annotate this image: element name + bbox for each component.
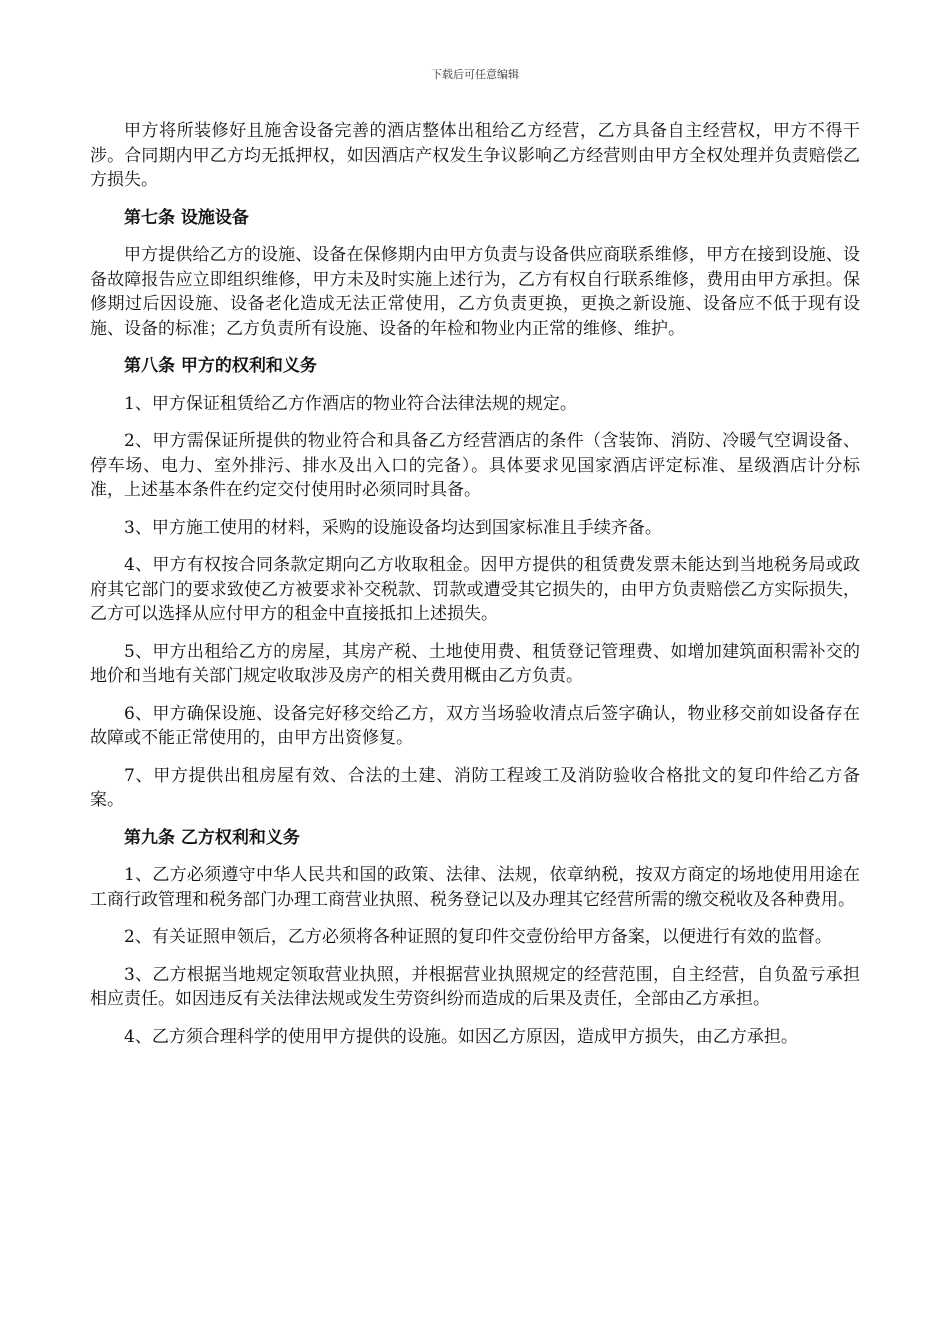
article-9-item-2: 2、有关证照申领后，乙方必须将各种证照的复印件交壹份给甲方备案，以便进行有效的监督。 <box>124 927 832 947</box>
article-7-paragraph: 甲方提供给乙方的设施、设备在保修期内由甲方负责与设备供应商联系维修，甲方在接到设施、设备故障报告应立即组织维修，甲方未及时实施上述行为，乙方有权自行联系维修，费用由甲方承担。保修期过后因设施、设备老化造成无法正常使用，乙方负责更换，更换之新设施、设备应不低于现有设施、设备的标准；乙方负责所有设施、设备的年检和物业内正常的维修、维护。 <box>90 245 860 339</box>
page-header: 下载后可任意编辑 <box>431 68 519 81</box>
article-9-item-3: 3、乙方根据当地规定领取营业执照，并根据营业执照规定的经营范围，自主经营，自负盈亏承担相应责任。如因违反有关法律法规或发生劳资纠纷而造成的后果及责任，全部由乙方承担。 <box>90 964 860 1009</box>
article-9-heading: 第九条 乙方权利和义务 <box>124 827 300 848</box>
article-8-item-5: 5、甲方出租给乙方的房屋，其房产税、土地使用费、租赁登记管理费、如增加建筑面积需补交的地价和当地有关部门规定收取涉及房产的相关费用概由乙方负责。 <box>90 641 860 686</box>
article-8-item-3: 3、甲方施工使用的材料，采购的设施设备均达到国家标准且手续齐备。 <box>124 517 662 538</box>
intro-paragraph: 甲方将所装修好且施舍设备完善的酒店整体出租给乙方经营，乙方具备自主经营权，甲方不得干涉。合同期内甲乙方均无抵押权，如因酒店产权发生争议影响乙方经营则由甲方全权处理并负责赔偿乙方损失。 <box>90 121 860 190</box>
article-8-heading: 第八条 甲方的权利和义务 <box>124 356 317 376</box>
article-9-item-4: 4、乙方须合理科学的使用甲方提供的设施。如因乙方原因，造成甲方损失，由乙方承担。 <box>124 1026 798 1047</box>
article-8-item-7: 7、甲方提供出租房屋有效、合法的土建、消防工程竣工及消防验收合格批文的复印件给乙方备案。 <box>90 765 860 810</box>
article-8-item-1: 1、甲方保证租赁给乙方作酒店的物业符合法律法规的规定。 <box>124 393 577 414</box>
document-body <box>90 119 860 1049</box>
article-8-item-6: 6、甲方确保设施、设备完好移交给乙方，双方当场验收清点后签字确认，物业移交前如设备存在故障或不能正常使用的，由甲方出资修复。 <box>90 703 860 748</box>
article-7-heading: 第七条 设施设备 <box>124 207 249 228</box>
article-9-item-1: 1、乙方必须遵守中华人民共和国的政策、法律、法规，依章纳税，按双方商定的场地使用用途在工商行政管理和税务部门办理工商营业执照、税务登记以及办理其它经营所需的缴交税收及各种费用。 <box>90 865 860 910</box>
article-8-item-4: 4、甲方有权按合同条款定期向乙方收取租金。因甲方提供的租赁费发票未能达到当地税务局或政府其它部门的要求致使乙方被要求补交税款、罚款或遭受其它损失的，由甲方负责赔偿乙方实际损失，乙方可以选择从应付甲方的租金中直接抵扣上述损失。 <box>90 555 860 624</box>
article-8-item-2: 2、甲方需保证所提供的物业符合和具备乙方经营酒店的条件（含装饰、消防、冷暖气空调设备、停车场、电力、室外排污、排水及出入口的完备）。具体要求见国家酒店评定标准、星级酒店计分标准，上述基本条件在约定交付使用时必须同时具备。 <box>90 431 860 500</box>
